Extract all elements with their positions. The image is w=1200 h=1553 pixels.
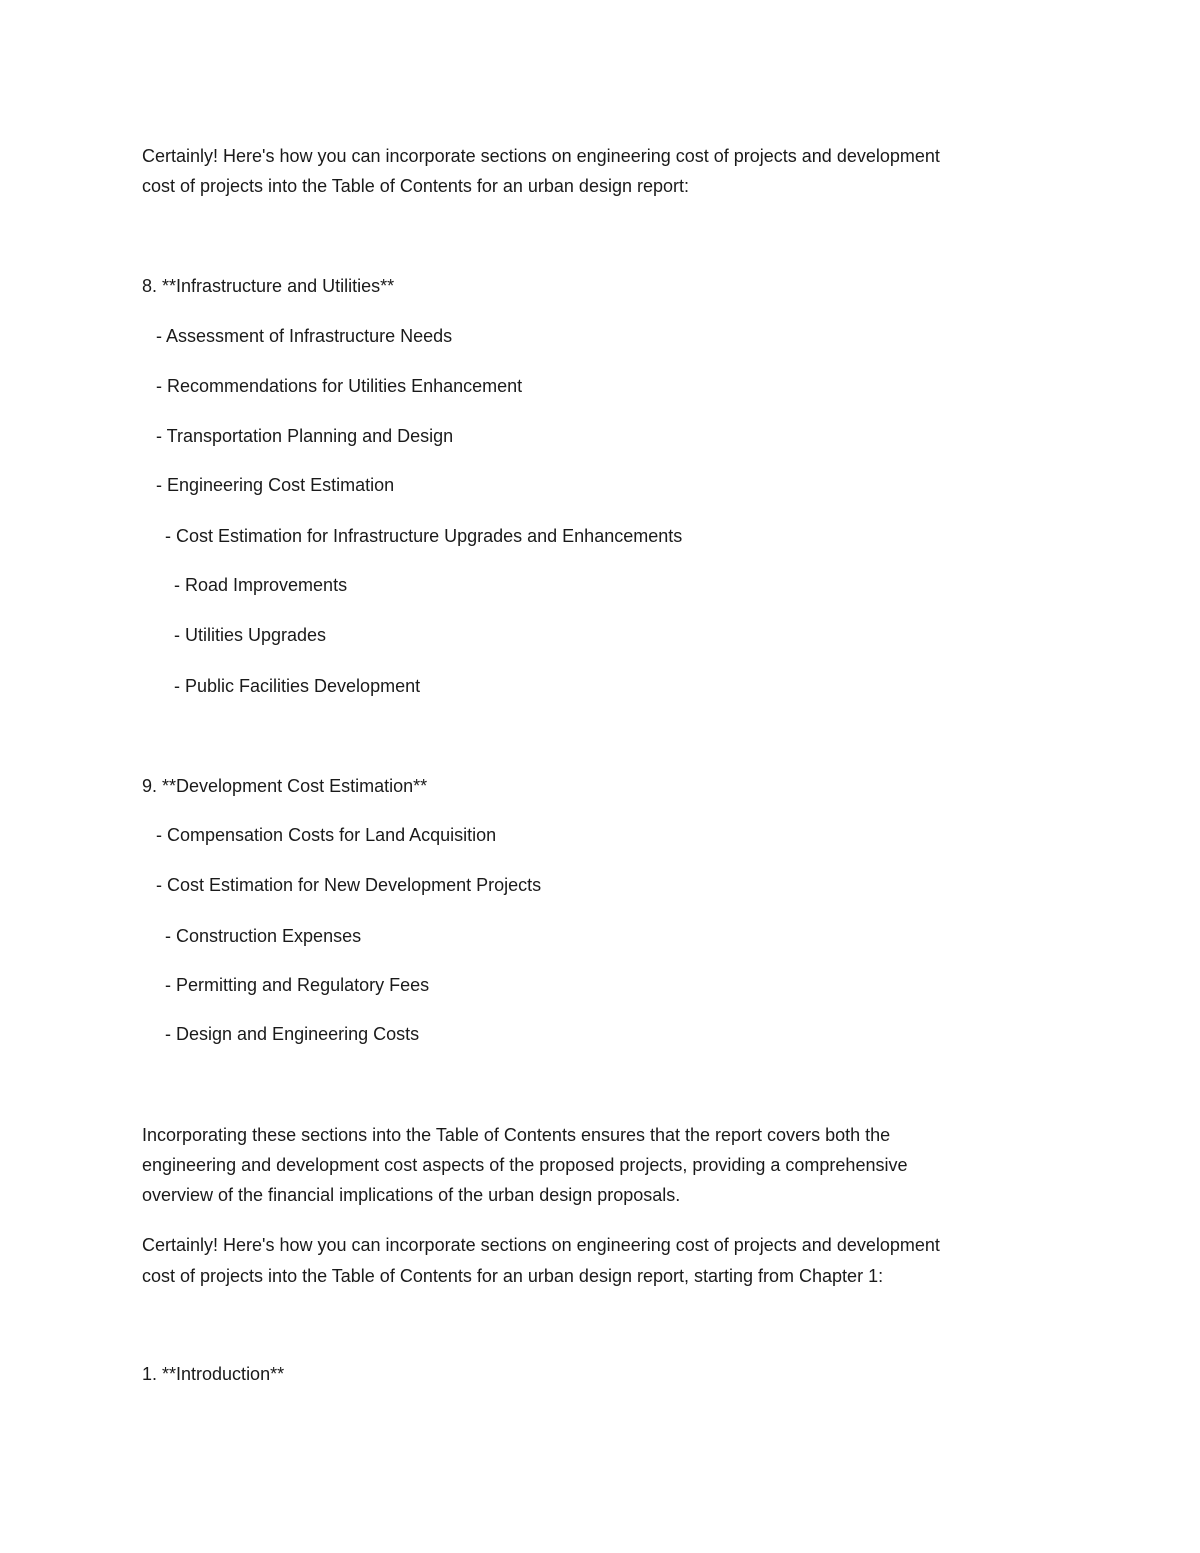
intro-paragraph-line: Certainly! Here's how you can incorporate sections on engineering cost of projects and development: [142, 1235, 940, 1255]
conclusion-paragraph-line: Incorporating these sections into the Table of Contents ensures that the report covers both the: [142, 1125, 891, 1145]
intro-paragraph-line: Certainly! Here's how you can incorporate sections on engineering cost of projects and development: [142, 146, 940, 166]
intro-paragraph-line: cost of projects into the Table of Contents for an urban design report:: [142, 176, 689, 196]
list-item: - Transportation Planning and Design: [156, 426, 454, 446]
sub-sub-list-item: - Road Improvements: [174, 575, 348, 595]
list-item: - Cost Estimation for New Development Projects: [156, 875, 542, 895]
section-9-heading: 9. **Development Cost Estimation**: [142, 776, 428, 796]
sub-list-item: - Cost Estimation for Infrastructure Upgrades and Enhancements: [165, 526, 683, 546]
sub-sub-list-item: - Public Facilities Development: [174, 676, 421, 696]
sub-list-item: - Design and Engineering Costs: [165, 1024, 420, 1044]
conclusion-paragraph-line: overview of the financial implications of the urban design proposals.: [142, 1185, 681, 1205]
list-item: - Assessment of Infrastructure Needs: [156, 326, 453, 346]
list-item: - Engineering Cost Estimation: [156, 475, 395, 495]
section-8-heading: 8. **Infrastructure and Utilities**: [142, 276, 395, 296]
intro-paragraph-line: cost of projects into the Table of Contents for an urban design report, starting from Chapter 1:: [142, 1266, 884, 1286]
sub-list-item: - Construction Expenses: [165, 926, 362, 946]
sub-sub-list-item: - Utilities Upgrades: [174, 625, 327, 645]
conclusion-paragraph-line: engineering and development cost aspects of the proposed projects, providing a comprehensive: [142, 1155, 908, 1175]
list-item: - Compensation Costs for Land Acquisition: [156, 825, 497, 845]
sub-list-item: - Permitting and Regulatory Fees: [165, 975, 430, 995]
section-1-heading: 1. **Introduction**: [142, 1364, 285, 1384]
list-item: - Recommendations for Utilities Enhancement: [156, 376, 523, 396]
